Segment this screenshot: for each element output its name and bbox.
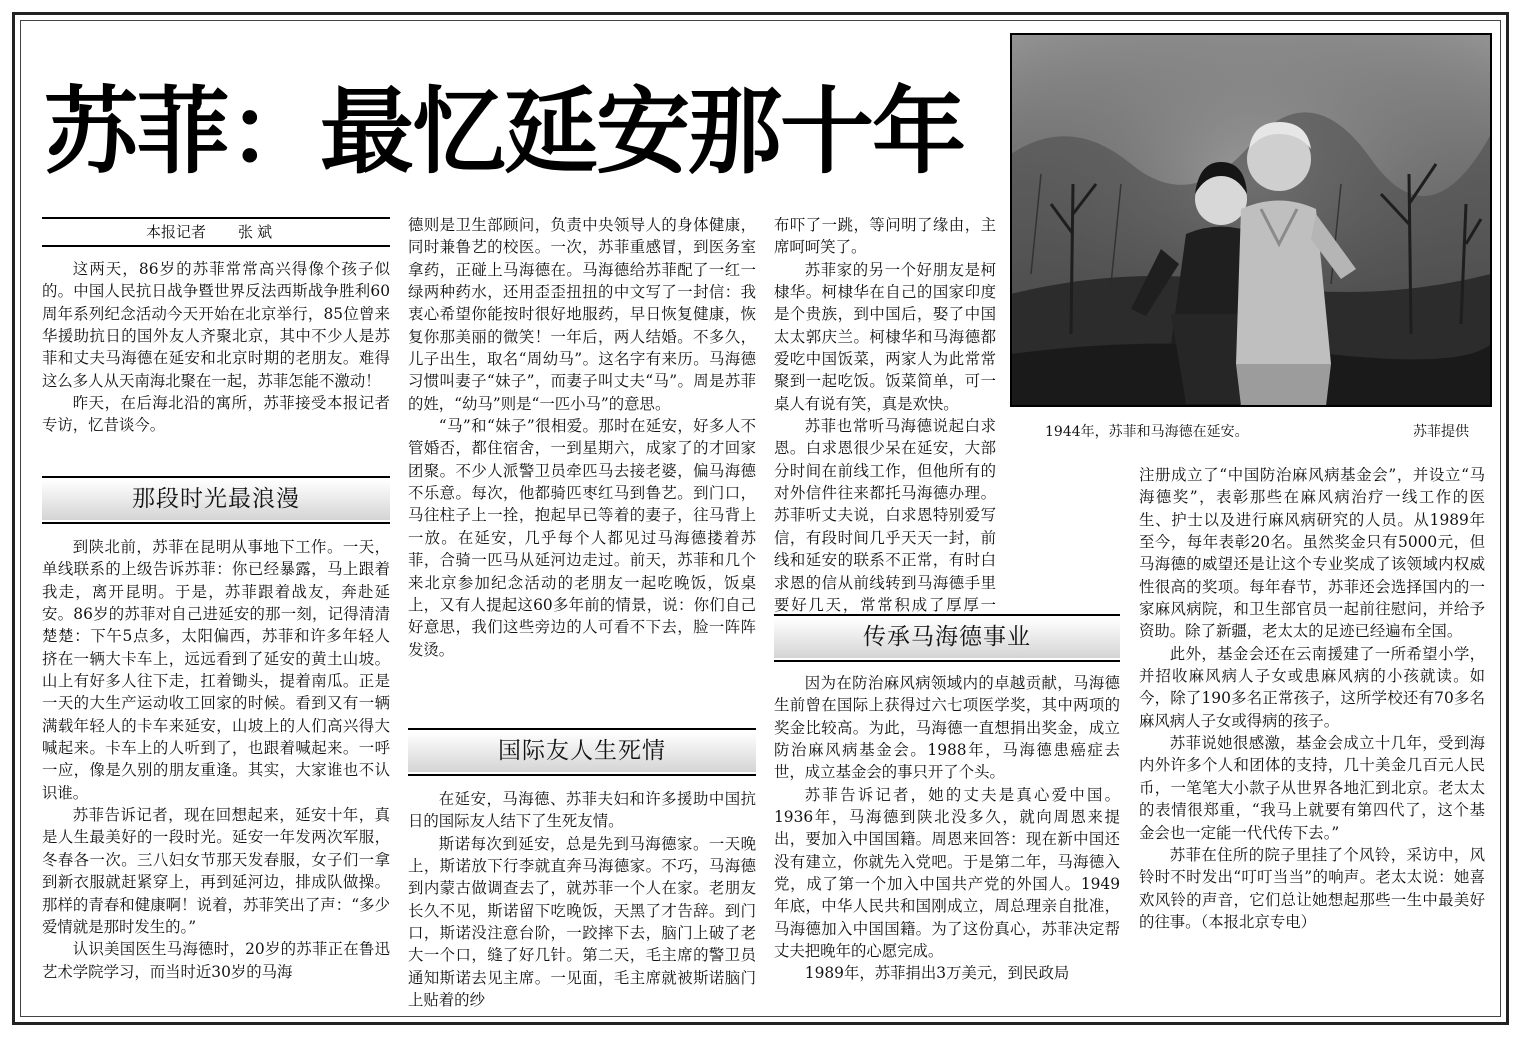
paragraph: “马”和“妹子”很相爱。那时在延安，好多人不管婚否，都住宿舍，一到星期六，成家了的才回家团聚。不少人派警卫员牵匹马去接老婆，偏马海德不乐意。每次，他都骑匹枣红马到鲁艺。到门口，马往柱子上一拴，抱起早已等着的妻子，往马背上一放。在延安，几乎每个人都见过马海德搂着苏菲，合骑一匹马从延河边走过。前天，苏菲和几个来北京参加纪念活动的老朋友一起吃晚饭，饭桌上，又有人提起这60多年前的情景，说：你们自己好意思，我们这些旁边的人可看不下去，脸一阵阵发烫。 [408, 417, 756, 659]
paragraph: 苏菲告诉记者，现在回想起来，延安十年，真是人生最美好的一段时光。延安一年发两次军服，冬春各一次。三八妇女节那天发春服，女子们一拿到新衣服就赶紧穿上，再到延河边，排成队做操。那样的青春和健康啊！说着，苏菲笑出了声：“多少爱情就是那时发生的。” [42, 806, 390, 936]
paragraph: 布吓了一跳，等问明了缘由，主席呵呵笑了。 [774, 216, 996, 257]
paragraph: 到陕北前，苏菲在昆明从事地下工作。一天，单线联系的上级告诉苏菲：你已经暴露，马上跟着我走，离开昆明。于是，苏菲跟着战友，奔赴延安。86岁的苏菲对自己进延安的那一刻，记得清清楚楚：下午5点多，太阳偏西，苏菲和许多年轻人挤在一辆大卡车上，远远看到了延安的黄土山坡。山上有好多人往下走，扛着锄头，提着南瓜。正是一天的大生产运动收工回家的时候。看到又有一辆满载年轻人的卡车来延安，山坡上的人们高兴得大喊起来。卡车上的人听到了，也跟着喊起来。一呼一应，像是久别的朋友重逢。其实，大家谁也不认识谁。 [42, 538, 390, 802]
column-2-bottom [408, 788, 756, 1016]
paragraph: 在延安，马海德、苏菲夫妇和许多援助中国抗日的国际友人结下了生死友情。 [408, 790, 756, 831]
paragraph: 苏菲说她很感激，基金会成立十几年，受到海内外许多个人和团体的支持，几十美金几百元人民币，一笔笔大小款子从世界各地汇到北京。老太太的表情很郑重，“我马上就要有第四代了，这个基金会也一定能一代代传下去。” [1139, 734, 1485, 842]
byline-name: 张斌 [238, 223, 277, 241]
column-2-top [408, 214, 756, 720]
column-1-intro [42, 258, 390, 470]
article-photo [1010, 33, 1492, 407]
paragraph: 因为在防治麻风病领域内的卓越贡献，马海德生前曾在国际上获得过六七项医学奖，其中两项的奖金比较高。为此，马海德一直想捐出奖金，成立防治麻风病基金会。1988年，马海德患癌症去世，成立基金会的事只开了个头。 [774, 674, 1120, 782]
paragraph: 1989年，苏菲捐出3万美元，到民政局 [804, 964, 1070, 983]
photo-caption [1045, 419, 1485, 445]
paragraph: 此外，基金会还在云南援建了一所希望小学，并招收麻风病人子女或患麻风病的小孩就读。如今，除了190多名正常孩子，这所学校还有70多名麻风病人子女或得病的孩子。 [1139, 644, 1485, 730]
paragraph: 德则是卫生部顾问，负责中央领导人的身体健康，同时兼鲁艺的校医。一次，苏菲重感冒，到医务室拿药，正碰上马海德在。马海德给苏菲配了一红一绿两种药水，还用歪歪扭扭的中文写了一封信：我衷心希望你能按时很好地服药，早日恢复健康，恢复你那美丽的微笑！一年后，两人结婚。不多久，儿子出生，取名“周幼马”。这名字有来历。马海德习惯叫妻子“妹子”，而妻子叫丈夫“马”。周是苏菲的姓，“幼马”则是“一匹小马”的意思。 [408, 216, 756, 413]
paragraph: 认识美国医生马海德时，20岁的苏菲正在鲁迅艺术学院学习，而当时近30岁的马海 [42, 940, 390, 981]
column-3-bottom [774, 672, 1120, 1016]
headline: 苏菲：最忆延安那十年 [44, 78, 965, 187]
subheading-2: 国际友人生死情 [408, 732, 756, 772]
byline [42, 217, 390, 247]
photo-image [1011, 34, 1491, 406]
paragraph: 苏菲家的另一个好朋友是柯棣华。柯棣华在自己的国家印度是个贵族，到中国后，娶了中国太太郭庆兰。柯棣华和马海德都爱吃中国饭菜，两家人为此常常聚到一起吃饭。饭菜简单，可一桌人有说有笑，真是欢快。 [774, 260, 996, 413]
caption-text: 1944年，苏菲和马海德在延安。 [1045, 424, 1249, 440]
photo-credit: 苏菲提供 [1413, 424, 1469, 440]
paragraph: 苏菲也常听马海德说起白求恩。白求恩很少呆在延安，大部分时间在前线工作，但他所有的对外信件往来都托马海德办理。苏菲听丈夫说，白求恩特别爱写信，有段时间几乎天天一封，前线和延安的联系不正常，有时白求恩的信从前线转到马海德手里要好几天，常常积成了厚厚一 [774, 417, 996, 614]
paragraph: 注册成立了“中国防治麻风病基金会”，并设立“马海德奖”，表彰那些在麻风病治疗一线工作的医生、护士以及进行麻风病研究的人员。从1989年至今，每年表彰20名。虽然奖金只有5000元，但马海德的威望还是让这个专业奖成了该领域内权威性很高的奖项。每年春节，苏菲还会选择国内的一家麻风病院，和卫生部官员一起前往慰问，并给予资助。除了新疆，老太太的足迹已经遍布全国。 [1139, 466, 1485, 641]
paragraph: 斯诺每次到延安，总是先到马海德家。一天晚上，斯诺放下行李就直奔马海德家。不巧，马海德到内蒙古做调查去了，就苏菲一个人在家。老朋友长久不见，斯诺留下吃晚饭，天黑了才告辞。到门口，斯诺没注意台阶，一跤摔下去，脑门上破了老大一个口，缝了好几针。第二天，毛主席的警卫员通知斯诺去见主席。一见面，毛主席就被斯诺脑门上贴着的纱 [408, 834, 756, 1010]
paragraph: 苏菲告诉记者，她的丈夫是真心爱中国。1936年，马海德到陕北没多久，就向周恩来提出，要加入中国国籍。周恩来回答：现在新中国还没有建立，你就先入党吧。于是第二年，马海德入党，成了第一个加入中国共产党的外国人。1949年底，中华人民共和国刚成立，周总理亲自批准，马海德加入中国国籍。为了这份真心，苏菲决定帮丈夫把晚年的心愿完成。 [774, 785, 1120, 961]
column-1-body [42, 536, 390, 1016]
column-4 [1139, 464, 1485, 1016]
paragraph: 苏菲在住所的院子里挂了个风铃，采访中，风铃时不时发出“叮叮当当”的响声。老太太说：她喜欢风铃的声音，它们总让她想起那些一生中最美好的往事。（本报北京专电） [1139, 845, 1485, 931]
column-3-top [774, 214, 996, 614]
paragraph: 昨天，在后海北沿的寓所，苏菲接受本报记者专访，忆昔谈今。 [42, 394, 390, 435]
byline-label: 本报记者 [146, 223, 207, 241]
paragraph: 这两天，86岁的苏菲常常高兴得像个孩子似的。中国人民抗日战争暨世界反法西斯战争胜利60周年系列纪念活动今天开始在北京举行，85位曾来华援助抗日的国外友人齐聚北京，其中不少人是苏菲和丈夫马海德在延安和北京时期的老朋友。难得这么多人从天南海北聚在一起，苏菲怎能不激动！ [42, 260, 390, 390]
subheading-3: 传承马海德事业 [774, 618, 1120, 658]
subheading-1: 那段时光最浪漫 [42, 480, 390, 520]
